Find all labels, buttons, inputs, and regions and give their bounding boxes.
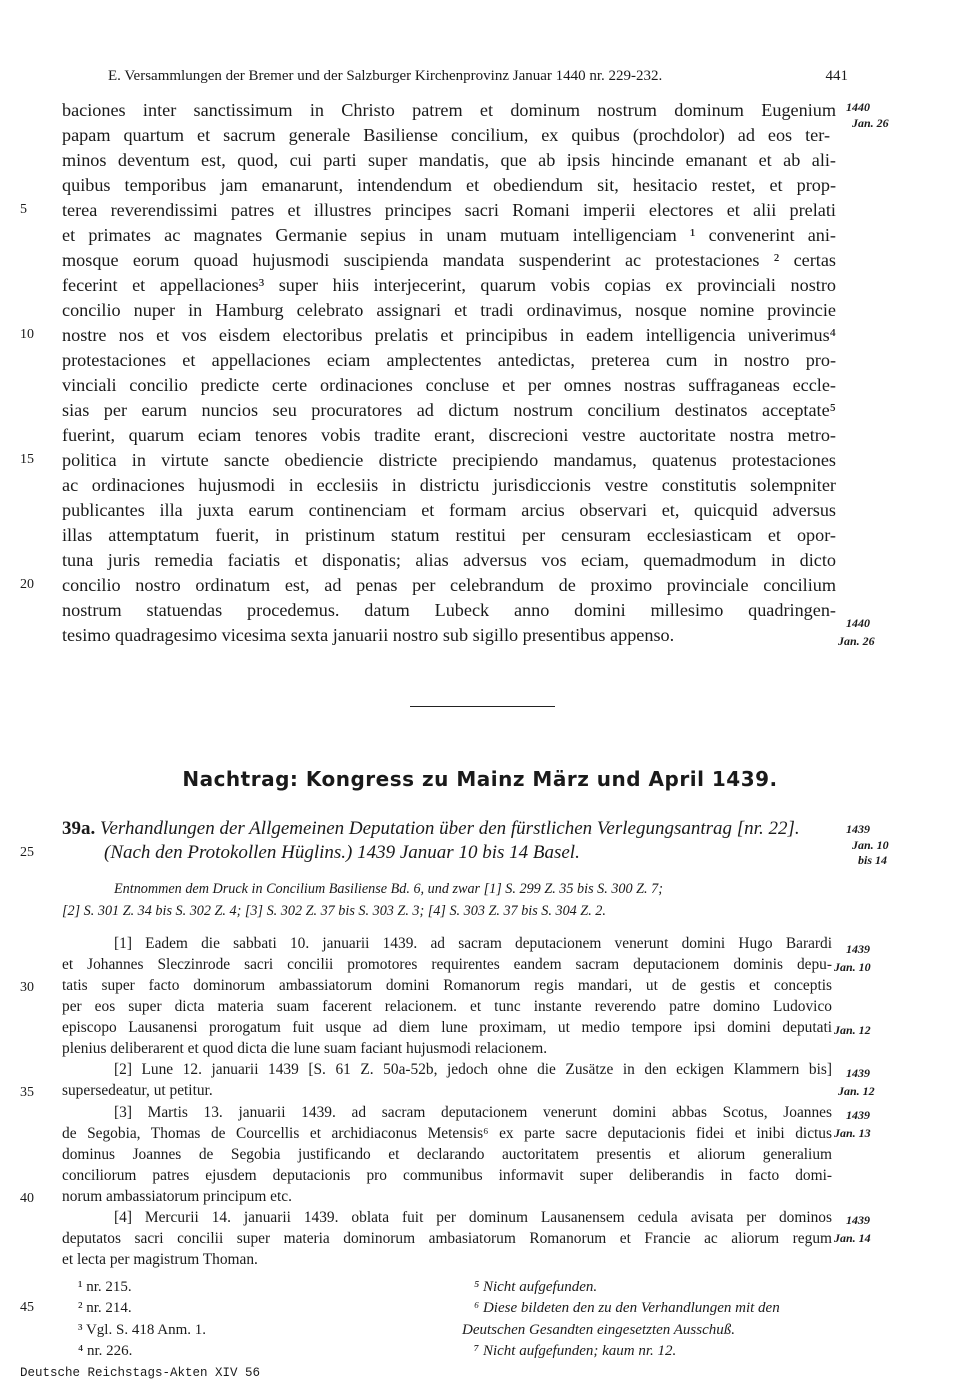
margin-year: 1439: [846, 822, 870, 836]
page-number: 441: [825, 68, 848, 84]
text-line: fuerint, quarum eciam tenores vobis tradite erant, discrecioni vestre auctoritate nostra metro-: [62, 425, 836, 445]
entry-subtitle: (Nach den Protokollen Hüglins.) 1439 Januar 10 bis 14 Basel.: [104, 842, 580, 863]
margin-date: Jan. 13: [834, 1126, 871, 1140]
text-line: publicantes illa juxta earum continenciam et formam arcius observari et, quicquid adversus: [62, 500, 836, 520]
margin-date: Jan. 14: [834, 1231, 871, 1245]
text-line: politica in virtute sancte obediencie districte precipiendo mandamus, quatenus protestaciones: [62, 450, 836, 470]
line-number: 20: [20, 577, 34, 592]
text-line: [1] Eadem die sabbati 10. januarii 1439. ad sacram deputacionem venerunt domini Hugo Barardi: [114, 935, 832, 952]
margin-date: bis 14: [858, 853, 888, 867]
text-line: tesimo quadragesimo vicesima sexta januarii nostro sub sigillo presentibus appenso.: [62, 625, 675, 645]
text-line: vinciali concilio predicte certe ordinaciones concluse et per omnes nostras suffraganeas eccle-: [62, 375, 836, 395]
footnote: ⁴ nr. 226.: [78, 1343, 133, 1359]
running-head-title: E. Versammlungen der Bremer und der Salzburger Kirchenprovinz Januar 1440 nr. 229-232.: [108, 68, 663, 84]
text-line: deputatos sacri concilii super materia dominorum ambasiatorum Romanorum et Francie ac aliorum regum: [62, 1230, 832, 1247]
text-line: conciliorum patres ejusdem deputacionis pro communibus informavit super deliberandis in facto domi-: [62, 1167, 832, 1184]
text-line: et primates ac magnates Germanie sepius in unam mutuam intelligenciam ¹ convenerint ani-: [62, 225, 836, 245]
footnote: ² nr. 214.: [78, 1300, 132, 1316]
footnote: Deutschen Gesandten eingesetzten Ausschuß.: [462, 1322, 735, 1338]
text-line: tuna juris remedia faciatis et disponatis; alias adversus vos eciam, quemadmodum in dicto: [62, 550, 836, 570]
text-line: plenius deliberarent et quod dicta die lune suam faciant hujusmodi relacionem.: [62, 1040, 548, 1057]
margin-year: 1439: [846, 942, 870, 956]
margin-year: 1439: [846, 1066, 870, 1080]
text-line: de Segobia, Thomas de Courcellis et archidiaconus Metensis⁶ ex parte sacre deputacionis fidei et inibi dictus: [62, 1125, 832, 1142]
margin-year: 1439: [846, 1108, 870, 1122]
text-line: nostrum statuendas procedemus. datum Lubeck anno domini millesimo quadringen-: [62, 600, 836, 620]
text-line: norum ambassiatorum principum etc.: [62, 1188, 292, 1205]
text-line: minos deventum est, quod, cui parti super mandatis, que ab ipsis hincinde emanant et ab ali-: [62, 150, 836, 170]
margin-date: Jan. 12: [834, 1023, 871, 1037]
footnote: ⁷ Nicht aufgefunden; kaum nr. 12.: [474, 1343, 677, 1359]
section-divider: [410, 706, 555, 707]
running-head: [108, 68, 848, 85]
text-line: papam quartum et sacrum generale Basiliense concilium, ex quibus (prochdolor) ad eos ter-: [62, 125, 830, 145]
text-line: [2] Lune 12. januarii 1439 [S. 61 Z. 50a-52b, jedoch ohne die Zusätze in den eckigen Klammern bis]: [114, 1061, 832, 1078]
text-line: et Johannes Sleczinrode sacri concilii promotores requirentes eandem sacram deputacionem dominis depu-: [62, 956, 832, 973]
text-line: concilio nostro ordinatum est, ad penas per celebrandum de proximo provinciale concilium: [62, 575, 836, 595]
text-line: nostre nos et vos eisdem electoribus prelatis et principibus in eadem intelligencia univerimus⁴: [62, 325, 836, 345]
line-number: 40: [20, 1191, 34, 1206]
page-footer: Deutsche Reichstags-Akten XIV 56: [20, 1366, 261, 1380]
text-line: quibus temporibus jam emanarunt, intendendum et obediendum sit, hesitacio restet, et prop-: [62, 175, 836, 195]
margin-date: Jan. 26: [838, 634, 875, 648]
text-line: mosque eorum quoad hujusmodi suscipienda mandata suspenderint ac protestaciones ² certas: [62, 250, 836, 270]
margin-year: 1440: [846, 100, 870, 114]
source-note: Entnommen dem Druck in Concilium Basiliense Bd. 6, und zwar [1] S. 299 Z. 35 bis S. 300 Z. 7;: [114, 881, 663, 897]
margin-year: 1440: [846, 616, 870, 630]
text-line: ac ordinaciones hujusmodi in ecclesiis in districtu jurisdiccionis vestre constitutis solempniter: [62, 475, 836, 495]
text-line: [3] Martis 13. januarii 1439. ad sacram deputacionem venerunt domini abbas Scotus, Joannes: [114, 1104, 832, 1121]
text-line: supersedeatur, ut petitur.: [62, 1082, 213, 1099]
margin-year: 1439: [846, 1213, 870, 1227]
text-line: episcopo Lausanensi prorogatum fuit usque ad diem lune proximam, ut medio tempore ipsi domini deputati: [62, 1019, 832, 1036]
section-title: Nachtrag: Kongress zu Mainz März und April 1439.: [182, 767, 778, 791]
line-number: 25: [20, 845, 34, 860]
line-number: 45: [20, 1300, 34, 1315]
line-number: 15: [20, 452, 34, 467]
text-line: per eos super dicta materia suam facerent relacionem. et tunc instante reverendo patre domino Ludovico: [62, 998, 832, 1015]
line-number: 30: [20, 980, 34, 995]
text-line: illas attemptatum fuerit, in pristinum statum restitui per censuram ecclesiasticam et opor-: [62, 525, 836, 545]
text-line: [4] Mercurii 14. januarii 1439. oblata fuit per dominum Lausanensem cedula avisata per dominos: [114, 1209, 832, 1226]
line-number: 35: [20, 1085, 34, 1100]
text-line: terea reverendissimi patres et illustres principes sacri Romani imperii electores et alii prelati: [62, 200, 836, 220]
line-number: 5: [20, 202, 27, 217]
entry-number: 39a.: [62, 818, 96, 839]
margin-date: Jan. 10: [834, 960, 871, 974]
line-number: 10: [20, 327, 34, 342]
text-line: fecerint et appellaciones³ super hiis interjecerint, quarum vobis copias ex provinciali nostro: [62, 275, 836, 295]
footnote: ³ Vgl. S. 418 Anm. 1.: [78, 1322, 206, 1338]
footnote: ⁵ Nicht aufgefunden.: [474, 1279, 598, 1295]
margin-date: Jan. 26: [852, 116, 889, 130]
source-note: [2] S. 301 Z. 34 bis S. 302 Z. 4; [3] S. 302 Z. 37 bis S. 303 Z. 3; [4] S. 303 Z. 37 bis S. 304 Z. 2.: [62, 903, 606, 919]
text-line: protestaciones et appellaciones eciam amplectentes antedictas, preterea cum in nostro pro-: [62, 350, 836, 370]
footnote: ⁶ Diese bildeten den zu den Verhandlungen mit den: [474, 1300, 780, 1316]
text-line: concilio nuper in Hamburg celebrato assignari et tradi ordinavimus, nosque nomine provincie: [62, 300, 836, 320]
text-line: baciones inter sanctissimum in Christo patrem et dominum nostrum dominum Eugenium: [62, 100, 836, 120]
margin-date: Jan. 12: [838, 1084, 875, 1098]
margin-date: Jan. 10: [852, 838, 889, 852]
text-line: et lecta per magistrum Thoman.: [62, 1251, 258, 1268]
footnote: ¹ nr. 215.: [78, 1279, 132, 1295]
entry-heading: [62, 818, 800, 840]
text-line: sias per earum nuncios seu procuratores ad dictum nostrum concilium destinatos acceptate⁵: [62, 400, 836, 420]
text-line: tatis super facto dominorum ambassiatorum domini Romanorum regis mandari, ut de gestis et conceptis: [62, 977, 832, 994]
entry-title: Verhandlungen der Allgemeinen Deputation über den fürstlichen Verlegungsantrag [nr. 22].: [100, 818, 800, 839]
text-line: dominus Joannes de Segobia justificando et declarando auctoritatem presentis et aliorum generalium: [62, 1146, 832, 1163]
